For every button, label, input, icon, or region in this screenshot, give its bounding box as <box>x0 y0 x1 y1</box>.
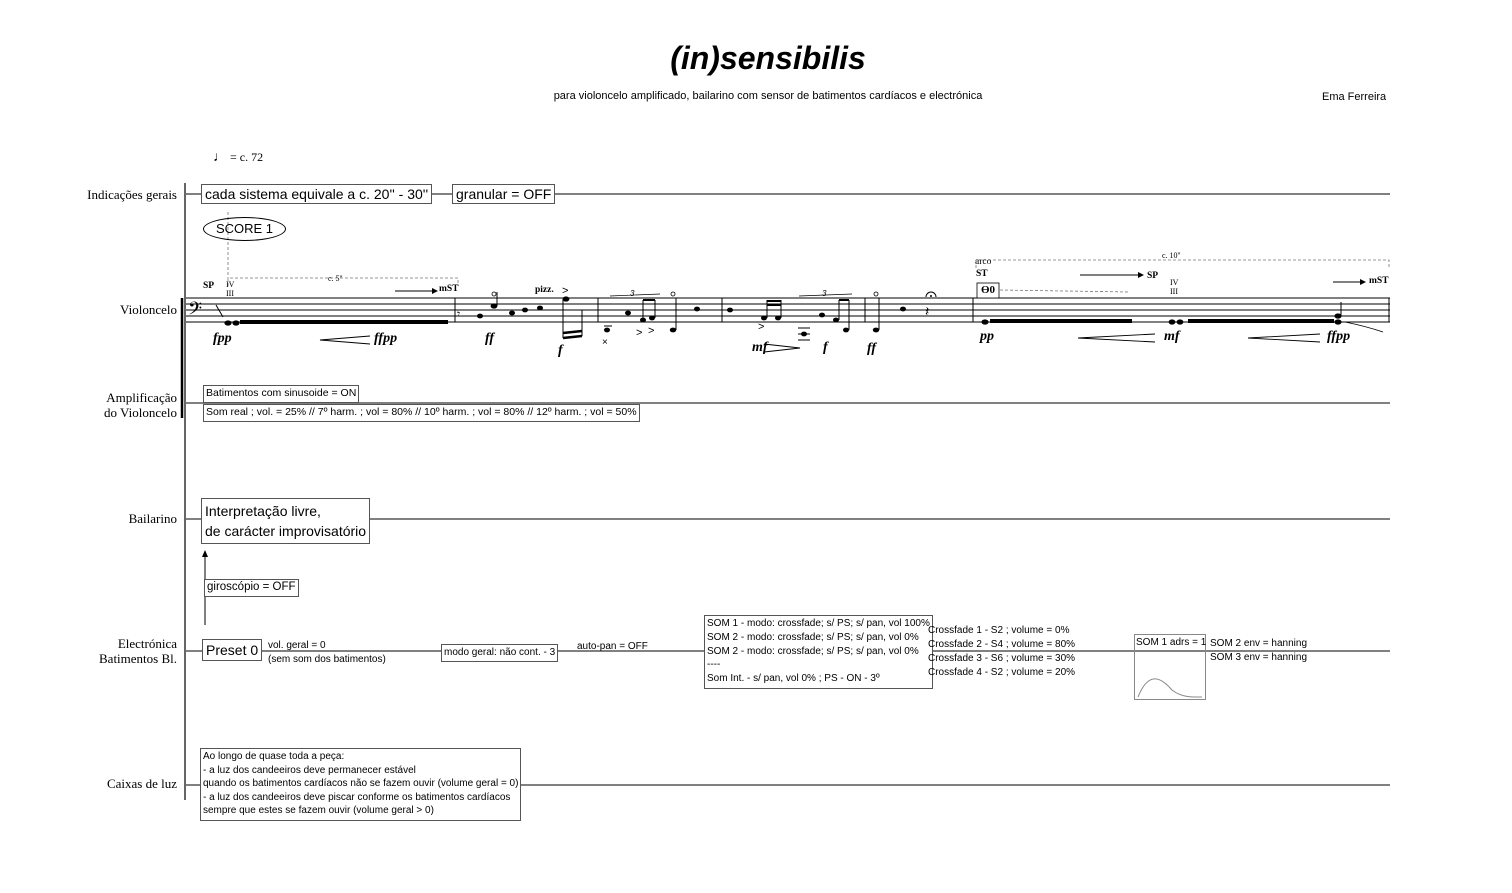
label-dancer: Bailarino <box>128 511 177 526</box>
measure-2-notes <box>457 285 582 338</box>
crossfade-item: Crossfade 4 - S2 ; volume = 20% <box>928 667 1076 678</box>
tempo-text: = c. 72 <box>230 150 264 164</box>
som-line: Som Int. - s/ pan, vol 0% ; PS - ON - 3º <box>707 673 880 685</box>
dynamic-9: mf <box>1164 329 1180 344</box>
som-line: ---- <box>707 659 721 671</box>
dynamic-7: ff <box>867 341 877 356</box>
cello-string-iii: III <box>226 289 234 298</box>
cello-st: ST <box>976 269 988 279</box>
hairpin-3 <box>764 344 800 352</box>
composer-name: Ema Ferreira <box>1322 91 1387 103</box>
svg-text:𝄽: 𝄽 <box>925 303 930 319</box>
lights-line: sempre que estes se fazem ouvir (volume geral > 0) <box>203 805 434 817</box>
lights-instruction-box <box>200 748 521 821</box>
measure-1-notes <box>216 305 448 326</box>
som-line: SOM 1 - modo: crossfade; s/ PS; s/ pan, vol 100% <box>707 618 930 629</box>
cello-mst-2: mST <box>1369 276 1389 286</box>
score-title: (in)sensibilis <box>670 40 866 76</box>
cello-string-iii-2: III <box>1170 287 1178 296</box>
env-1-text: SOM 2 env = hanning <box>1210 638 1308 649</box>
adrs-envelope-box <box>1134 634 1206 700</box>
dancer-line-2: de carácter improvisatório <box>205 523 367 539</box>
granular-box: granular = OFF <box>452 184 555 204</box>
dynamic-3: ff <box>485 331 495 346</box>
som-config-box <box>704 615 933 689</box>
env-2-text: SOM 3 env = hanning <box>1210 652 1308 663</box>
label-amp-line2: do Violoncelo <box>104 405 177 420</box>
cello-string-iv-2: IV <box>1170 278 1179 287</box>
hairpin-2 <box>1078 334 1320 342</box>
crossfade-list <box>928 624 1075 680</box>
cello-sp: SP <box>203 281 215 291</box>
label-general: Indicações gerais <box>87 187 177 202</box>
measure-6-notes <box>981 302 1383 332</box>
amp-harmonics-box: Som real ; vol. = 25% // 7º harm. ; vol = 80% // 10º harm. ; vol = 80% // 12º harm. ; vol = 50% <box>203 404 640 422</box>
dynamic-8: pp <box>980 329 994 344</box>
lights-line: - a luz dos candeeiros deve piscar conforme os batimentos cardíacos <box>203 791 511 803</box>
som-line: SOM 2 - modo: crossfade; s/ PS; s/ pan, vol 0% <box>707 631 919 643</box>
label-elec-line2: Batimentos Bl. <box>99 651 177 666</box>
amp-batimentos-box: Batimentos com sinusoide = ON <box>203 385 359 403</box>
arrow-head-3 <box>1360 279 1366 285</box>
crossfade-item: Crossfade 3 - S6 ; volume = 30% <box>928 653 1076 664</box>
lights-line: quando os batimentos cardíacos não se fazem ouvir (volume geral = 0) <box>203 778 519 790</box>
modo-geral-box: modo geral: não cont. - 3 <box>441 644 558 662</box>
arrow-head-2 <box>1138 272 1144 278</box>
svg-text:𝄾: 𝄾 <box>457 307 461 321</box>
cello-c5: c. 5'' <box>328 274 343 283</box>
dynamic-1: fpp <box>213 331 232 346</box>
svg-text:>: > <box>562 285 569 297</box>
measure-4-notes <box>727 289 852 340</box>
svg-text:>: > <box>636 327 643 339</box>
score-subtitle: para violoncelo amplificado, bailarino com sensor de batimentos cardíacos e electrónica <box>553 90 983 102</box>
dynamic-10: ffpp <box>1327 329 1351 344</box>
lights-line: - a luz dos candeeiros deve permanecer estável <box>203 764 416 776</box>
dynamic-2: ffpp <box>374 331 398 346</box>
label-elec-line1: Electrónica <box>117 636 177 651</box>
lights-line: Ao longo de quase toda a peça: <box>203 751 345 762</box>
svg-text:×: × <box>602 337 608 348</box>
duration-bracket-1 <box>228 278 458 286</box>
crossfade-item: Crossfade 1 - S2 ; volume = 0% <box>928 625 1070 636</box>
system-duration-box: cada sistema equivale a c. 20'' - 30'' <box>201 184 432 204</box>
arrow-head-1 <box>432 288 438 294</box>
vol-geral-text: vol. geral = 0 <box>268 640 326 651</box>
svg-text:>: > <box>648 325 655 337</box>
label-cello: Violoncelo <box>120 302 177 317</box>
dynamic-5: mf <box>752 340 768 355</box>
cello-pizz: pizz. <box>535 285 554 295</box>
svg-text:>: > <box>758 321 765 333</box>
cello-arco: arco <box>975 257 992 267</box>
som-line: SOM 2 - modo: crossfade; s/ PS; s/ pan, vol 0% <box>707 645 919 657</box>
dynamic-4: f <box>558 343 563 358</box>
dynamic-6: f <box>823 340 828 355</box>
cello-c10: c. 10'' <box>1162 251 1181 260</box>
dancer-arrow-head <box>202 550 208 557</box>
hairpin-1 <box>320 336 370 344</box>
dancer-line-1: Interpretação livre, <box>205 503 321 519</box>
dancer-instruction-box <box>201 498 370 544</box>
cello-string-iv: IV <box>226 280 235 289</box>
cello-sp-2: SP <box>1147 271 1159 281</box>
preset-box: Preset 0 <box>202 639 262 661</box>
svg-text:3: 3 <box>822 289 827 298</box>
cello-mst: mST <box>439 284 459 294</box>
score-1-badge: SCORE 1 <box>203 217 286 241</box>
gyroscope-box: giroscópio = OFF <box>204 579 299 597</box>
label-amp-line1: Amplificação <box>106 390 177 405</box>
autopan-text: auto-pan = OFF <box>577 641 648 652</box>
label-lights: Caixas de luz <box>106 776 177 791</box>
quarter-note-icon: ♩ <box>213 150 227 165</box>
bass-clef-icon: 𝄢 <box>188 299 203 324</box>
adrs-label: SOM 1 adrs = 1 <box>1136 637 1207 648</box>
duration-bracket-2 <box>976 260 1389 292</box>
crossfade-item: Crossfade 2 - S4 ; volume = 80% <box>928 639 1076 650</box>
cello-staff-lines <box>186 298 1390 322</box>
sem-som-text: (sem som dos batimentos) <box>268 654 386 665</box>
svg-text:3: 3 <box>630 289 635 298</box>
cello-harmonic-symbol: ϴ0 <box>981 284 996 296</box>
